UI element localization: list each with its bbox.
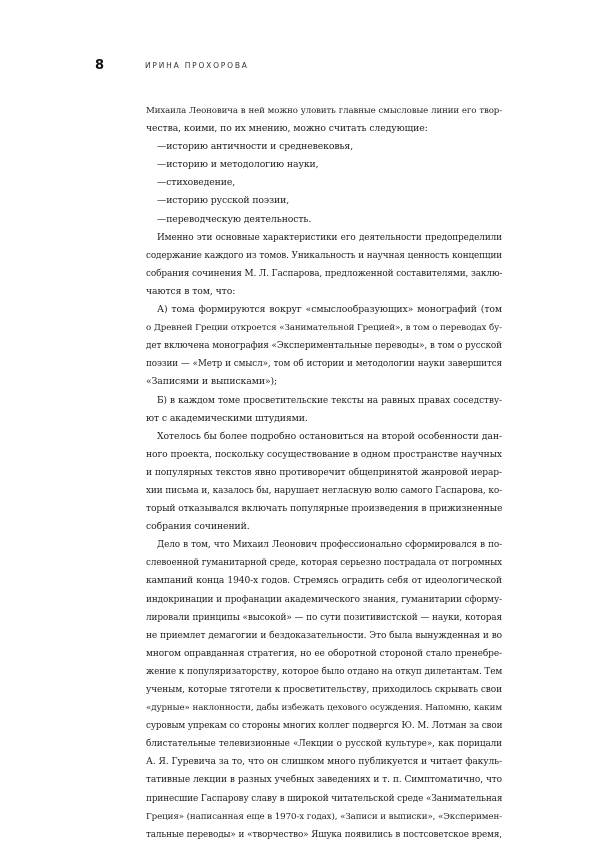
text-line: не приемлет демагогии и бездоказательности. Это была вынужденная и во [146, 630, 502, 641]
body-text [146, 102, 502, 844]
list-item: —историю античности и средневековья, [157, 141, 354, 153]
text-line: Хотелось бы более подробно остановиться на второй особенности дан- [157, 430, 502, 442]
text-line: собрания сочинения М. Л. Гаспарова, предложенной составителями, заклю- [146, 268, 502, 279]
text-line: торый отказывался включать популярные произведения в прижизненные [146, 503, 502, 515]
text-line: А. Я. Гуревича за то, что он слишком много публикуется и читает факуль- [146, 757, 502, 768]
text-line: слевоенной гуманитарной среде, которая серьезно пострадала от погромных [146, 558, 502, 569]
list-item: —стиховедение, [157, 177, 236, 189]
text-line: Греция» (написанная еще в 1970-х годах), «Записи и выписки», «Эксперимен- [146, 811, 502, 822]
text-line: Михаила Леоновича в ней можно уловить главные смысловые линии его твор- [146, 106, 502, 116]
text-line: и популярных текстов явно противоречит общепринятой жанровой иерар- [146, 467, 502, 478]
text-line: ного проекта, поскольку сосуществование в одном пространстве научных [146, 448, 502, 460]
text-line: чаются в том, что: [146, 285, 236, 297]
text-line: жение к популяризаторству, которое было отдано на откуп дилетантам. Тем [146, 666, 502, 677]
list-item: —переводческую деятельность. [157, 213, 312, 225]
text-line: тальные переводы» и «творчество» Яшука появились в постсоветское время, [146, 829, 502, 840]
text-line: ученым, которые тяготели к просветительству, приходилось скрывать свои [146, 685, 502, 695]
text-line: чества, коими, по их мнению, можно считать следующие: [146, 123, 428, 135]
text-line: суровым упрекам со стороны многих коллег подвергся Ю. М. Лотман за свои [146, 721, 502, 732]
page-header [0, 58, 600, 78]
text-line: хии письма и, казалось бы, нарушает негласную волю самого Гаспарова, ко- [146, 485, 502, 496]
text-line: Б) в каждом томе просветительские тексты на равных правах соседству- [157, 395, 502, 406]
text-line: «Записями и выписками»); [146, 376, 278, 388]
text-line: дет включена монография «Экспериментальные переводы», в том о русской [146, 341, 502, 352]
running-head: ИРИНА ПРОХОРОВА [145, 61, 249, 70]
text-line: ют с академическими штудиями. [146, 412, 308, 424]
text-line: индокринации и профанации академического знания, гуманитарии сформу- [146, 594, 502, 605]
text-line: собрания сочинений. [146, 521, 250, 533]
text-line: принесшие Гаспарову славу в широкой читательской среде «Занимательная [146, 793, 502, 804]
text-line: «дурные» наклонности, дабы избежать цехового осуждения. Напомню, каким [146, 703, 502, 714]
text-line: поэзии — «Метр и смысл», том об истории и методологии науки завершится [146, 359, 502, 370]
list-item: —историю русской поэзии, [157, 195, 290, 207]
text-line: А) тома формируются вокруг «смыслообразующих» монографий (том [157, 304, 502, 316]
text-line: о Древней Греции откроется «Занимательной Грецией», в том о переводах бу- [146, 323, 502, 334]
text-line: содержание каждого из томов. Уникальность и научная ценность концепции [146, 250, 502, 261]
page-number: 8 [95, 58, 105, 73]
text-line: блистательные телевизионные «Лекции о русской культуре», как порицали [146, 739, 502, 750]
text-line: Дело в том, что Михаил Леонович профессионально сформировался в по- [157, 540, 502, 551]
list-item: —историю и методологию науки, [157, 159, 319, 171]
text-line: тативные лекции в разных учебных заведениях и т. п. Симптоматично, что [146, 775, 502, 786]
text-line: Именно эти основные характеристики его деятельности предопределили [157, 232, 502, 243]
text-line: кампаний конца 1940-х годов. Стремясь оградить себя от идеологической [146, 576, 502, 587]
text-line: лировали принципы «высокой» — по сути позитивистской — науки, которая [146, 612, 502, 623]
text-line: многом оправданная стратегия, но ее оборотной стороной стало пренебре- [146, 648, 502, 659]
